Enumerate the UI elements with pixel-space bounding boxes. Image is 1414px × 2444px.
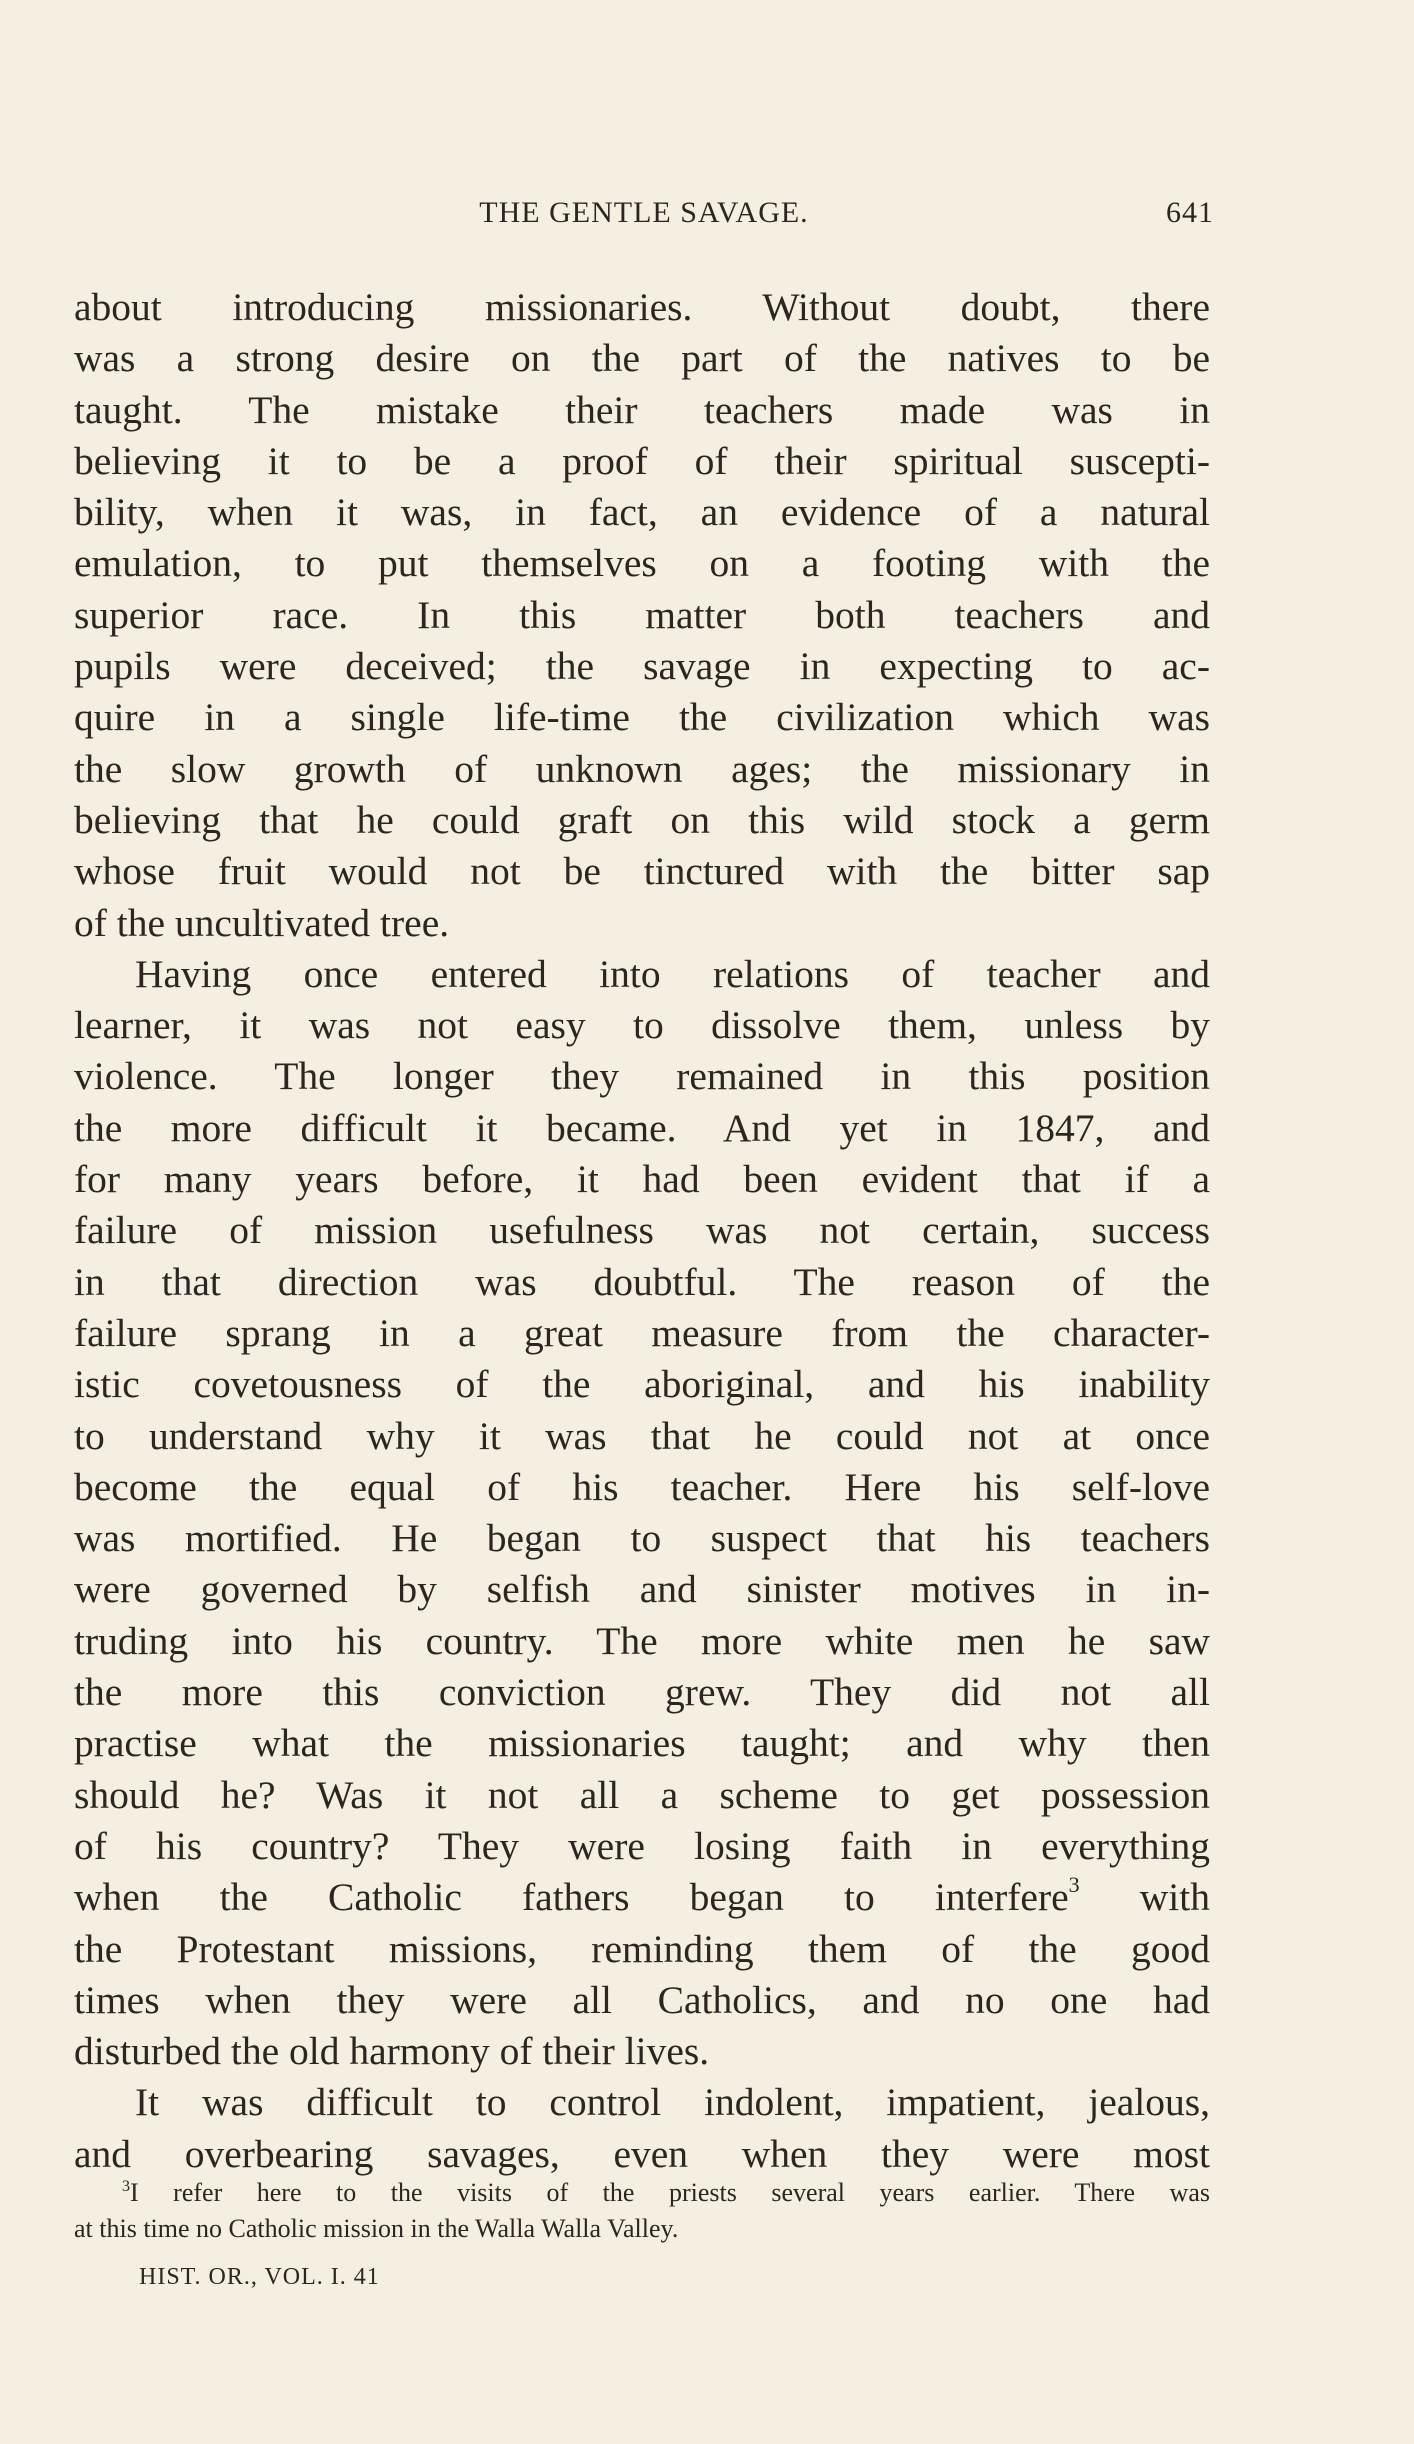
text-line: istic covetousness of the aboriginal, and his inability	[74, 1362, 1210, 1407]
text-line: for many years before, it had been evident that if a	[74, 1157, 1210, 1202]
text-line: the Protestant missions, reminding them of the good	[74, 1926, 1210, 1971]
text-line: failure of mission usefulness was not certain, success	[74, 1208, 1210, 1253]
text-line: should he? Was it not all a scheme to get possession	[74, 1772, 1210, 1817]
text-line: pupils were deceived; the savage in expecting to ac-	[74, 644, 1210, 689]
text-line: the more this conviction grew. They did not all	[74, 1670, 1210, 1715]
text-line	[74, 1872, 1210, 1923]
running-head	[74, 196, 1214, 236]
signature-mark: HIST. OR., VOL. I. 41	[139, 2264, 380, 2290]
text-line: failure sprang in a great measure from the character-	[74, 1310, 1210, 1355]
footnote-reference: 3	[1068, 1872, 1080, 1898]
text-line: to understand why it was that he could not at once	[74, 1413, 1210, 1458]
text-line: truding into his country. The more white men he saw	[74, 1618, 1210, 1663]
text-line: bility, when it was, in fact, an evidence of a natural	[74, 490, 1210, 535]
text-line: about introducing missionaries. Without doubt, there	[74, 285, 1210, 329]
text-line-start: when the Catholic fathers began to interfere	[74, 1875, 1069, 1920]
text-line: was mortified. He began to suspect that his teachers	[74, 1516, 1210, 1561]
footnotes	[74, 2175, 1210, 2247]
text-line: in that direction was doubtful. The reason of the	[74, 1259, 1210, 1304]
text-line: quire in a single life-time the civilization which was	[74, 695, 1210, 740]
text-line: superior race. In this matter both teachers and	[74, 592, 1210, 637]
text-line: were governed by selfish and sinister motives in in-	[74, 1567, 1210, 1612]
page-number: 641	[1166, 196, 1214, 229]
text-line-end: with	[1139, 1875, 1210, 1920]
text-line: and overbearing savages, even when they were most	[74, 2131, 1210, 2176]
text-line: of his country? They were losing faith in everything	[74, 1823, 1210, 1868]
text-line: the slow growth of unknown ages; the missionary in	[74, 746, 1210, 791]
text-line: believing that he could graft on this wild stock a germ	[74, 797, 1210, 842]
text-line: become the equal of his teacher. Here his self-love	[74, 1464, 1210, 1509]
text-line: emulation, to put themselves on a footing with the	[74, 541, 1210, 586]
text-line: of the uncultivated tree.	[74, 900, 450, 945]
running-title: THE GENTLE SAVAGE.	[479, 196, 809, 229]
text-line: It was difficult to control indolent, impatient, jealous,	[135, 2080, 1210, 2125]
text-line: the more difficult it became. And yet in 1847, and	[74, 1105, 1210, 1150]
text-line: Having once entered into relations of teacher and	[135, 951, 1210, 996]
text-line: practise what the missionaries taught; and why then	[74, 1721, 1210, 1766]
text-line: was a strong desire on the part of the natives to be	[74, 336, 1210, 381]
text-line: disturbed the old harmony of their lives.	[74, 2029, 710, 2074]
footnote-text: I refer here to the visits of the priests several years earlier. There was	[130, 2178, 1210, 2207]
text-line: whose fruit would not be tinctured with the bitter sap	[74, 849, 1210, 894]
text-line: taught. The mistake their teachers made was in	[74, 387, 1210, 432]
text-line: learner, it was not easy to dissolve them, unless by	[74, 1003, 1210, 1048]
footnote-line: at this time no Catholic mission in the Walla Walla Valley.	[74, 2214, 679, 2243]
body-text	[74, 282, 1210, 2180]
text-line: believing it to be a proof of their spiritual suscepti-	[74, 438, 1210, 483]
footnote-line	[74, 2175, 1210, 2211]
text-line: violence. The longer they remained in this position	[74, 1054, 1210, 1099]
text-line: times when they were all Catholics, and no one had	[74, 1977, 1210, 2022]
footnote-mark: 3	[122, 2178, 130, 2195]
